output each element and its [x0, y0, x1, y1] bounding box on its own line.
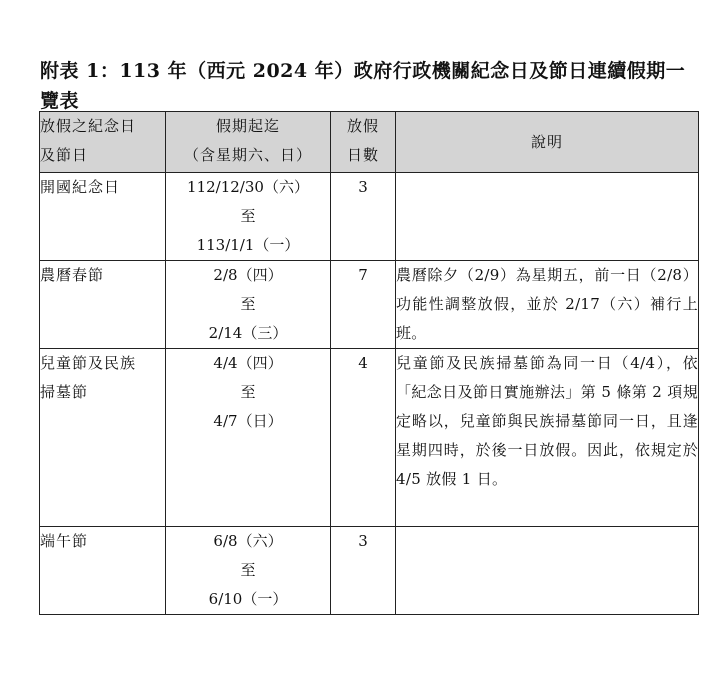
- holiday-name-cell: [40, 527, 166, 615]
- header-holiday-name-line1: 放假之紀念日: [40, 117, 137, 135]
- period-end: 6/10（一）: [208, 590, 288, 608]
- header-days-line1: 放假: [346, 117, 379, 135]
- header-days: [331, 112, 396, 173]
- period-start: 112/12/30（六）: [187, 178, 309, 196]
- header-holiday-name-line2: 及節日: [40, 146, 89, 164]
- period-end: 4/7（日）: [213, 412, 283, 430]
- holiday-name-cell: [40, 173, 166, 261]
- holiday-days-cell: 3: [331, 527, 396, 615]
- table-row: [40, 261, 699, 349]
- holiday-name-cell: [40, 261, 166, 349]
- holiday-name-line1: 兒童節及民族: [40, 354, 137, 372]
- document-title: 附表 1：113 年（西元 2024 年）政府行政機關紀念日及節日連續假期一覽表: [40, 60, 686, 112]
- period-to: 至: [240, 295, 256, 313]
- period-to: 至: [240, 207, 256, 225]
- holiday-note-cell: 兒童節及民族掃墓節為同一日（4/4），依「紀念日及節日實施辦法」第 5 條第 2 項規定略以，兒童節與民族掃墓節同一日，且逢星期四時，於後一日放假。因此，依規定於 4/5 放假 1 日。: [396, 349, 699, 527]
- holiday-period-cell: [166, 261, 331, 349]
- header-period-line1: 假期起迄: [215, 117, 280, 135]
- holiday-note-cell: [396, 527, 699, 615]
- holiday-period-cell: [166, 527, 331, 615]
- period-end: 2/14（三）: [208, 324, 288, 342]
- holiday-period-cell: [166, 173, 331, 261]
- holiday-name-line2: 掃墓節: [40, 383, 89, 401]
- holiday-period-cell: [166, 349, 331, 527]
- holiday-note-cell: [396, 173, 699, 261]
- holiday-name-line1: 端午節: [40, 532, 89, 550]
- period-end: 113/1/1（一）: [196, 236, 300, 254]
- holiday-name-cell: [40, 349, 166, 527]
- header-holiday-name: [40, 112, 166, 173]
- period-to: 至: [240, 383, 256, 401]
- holiday-note-cell: 農曆除夕（2/9）為星期五，前一日（2/8）功能性調整放假，並於 2/17（六）補行上班。: [396, 261, 699, 349]
- holiday-days-cell: 4: [331, 349, 396, 527]
- header-period-line2: （含星期六、日）: [183, 146, 312, 164]
- period-start: 4/4（四）: [213, 354, 283, 372]
- table-header-row: [40, 112, 699, 173]
- holiday-table: [39, 111, 699, 615]
- period-start: 2/8（四）: [213, 266, 283, 284]
- header-note: [396, 112, 699, 173]
- period-start: 6/8（六）: [213, 532, 283, 550]
- table-row: [40, 349, 699, 527]
- table-row: [40, 527, 699, 615]
- period-to: 至: [240, 561, 256, 579]
- holiday-name-line1: 開國紀念日: [40, 178, 121, 196]
- holiday-days-cell: 3: [331, 173, 396, 261]
- header-days-line2: 日數: [346, 146, 379, 164]
- header-period: [166, 112, 331, 173]
- holiday-days-cell: 7: [331, 261, 396, 349]
- table-row: [40, 173, 699, 261]
- holiday-name-line1: 農曆春節: [40, 266, 105, 284]
- header-note-text: 說明: [530, 132, 563, 151]
